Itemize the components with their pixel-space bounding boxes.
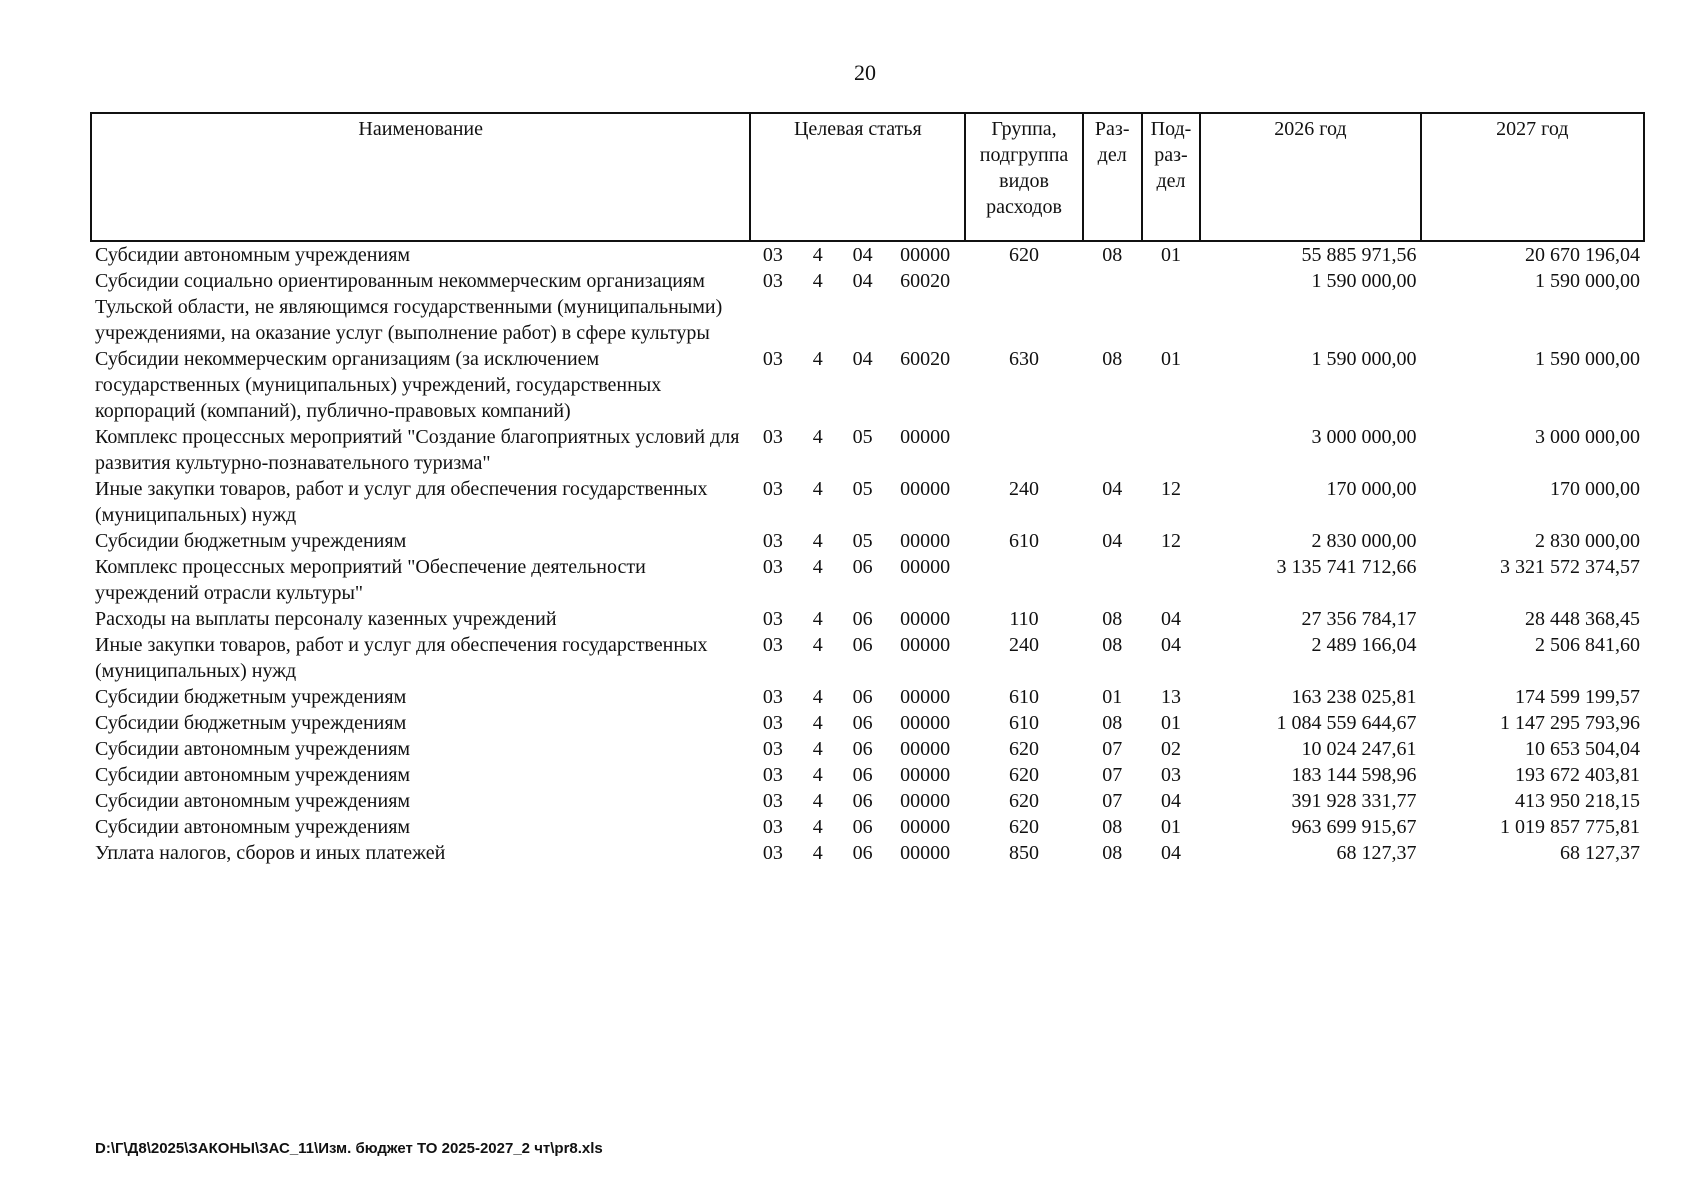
header-name: Наименование bbox=[91, 113, 750, 241]
expense-group: 620 bbox=[1009, 244, 1040, 266]
amount-2027: 2 830 000,00 bbox=[1535, 530, 1640, 552]
target-code-1: 03 bbox=[762, 712, 783, 734]
page-number: 20 bbox=[854, 60, 876, 85]
target-code-4: 00000 bbox=[900, 842, 951, 864]
table-row bbox=[91, 840, 1644, 866]
target-code-1: 03 bbox=[762, 634, 783, 656]
expense-group: 630 bbox=[1009, 348, 1040, 370]
target-code-3: 06 bbox=[852, 790, 873, 812]
target-code-2: 4 bbox=[812, 816, 823, 838]
target-code-1: 03 bbox=[762, 244, 783, 266]
subsection-code: 01 bbox=[1160, 712, 1181, 734]
target-code-3: 05 bbox=[852, 426, 873, 448]
target-code-3: 06 bbox=[852, 816, 873, 838]
section-code: 08 bbox=[1102, 348, 1123, 370]
table-header-row bbox=[91, 113, 1644, 241]
amount-2027: 10 653 504,04 bbox=[1525, 738, 1640, 760]
subsection-code: 02 bbox=[1160, 738, 1181, 760]
expense-group: 620 bbox=[1009, 816, 1040, 838]
section-code: 08 bbox=[1102, 842, 1123, 864]
row-name: Субсидии некоммерческим организациям (за исключением государственных (муниципальных) учреждений, государственных корпораций (компаний), публично-правовых компаний) bbox=[95, 348, 662, 422]
target-code-4: 00000 bbox=[900, 608, 951, 630]
section-code bbox=[1083, 424, 1142, 476]
target-code-3: 06 bbox=[852, 634, 873, 656]
amount-2026: 391 928 331,77 bbox=[1291, 790, 1417, 812]
amount-2027: 20 670 196,04 bbox=[1525, 244, 1640, 266]
table-row bbox=[91, 762, 1644, 788]
row-name: Субсидии бюджетным учреждениям bbox=[95, 530, 407, 552]
row-name: Субсидии автономным учреждениям bbox=[95, 738, 411, 760]
expense-group: 110 bbox=[1009, 608, 1039, 630]
target-code-3: 06 bbox=[852, 556, 873, 578]
expense-group: 610 bbox=[1009, 712, 1040, 734]
row-name: Расходы на выплаты персоналу казенных учреждений bbox=[95, 608, 557, 630]
expense-group: 240 bbox=[1009, 478, 1040, 500]
row-name: Субсидии бюджетным учреждениям bbox=[95, 712, 407, 734]
header-year-2026: 2026 год bbox=[1200, 113, 1420, 241]
target-code-2: 4 bbox=[812, 478, 823, 500]
target-code-2: 4 bbox=[812, 530, 823, 552]
target-code-2: 4 bbox=[812, 790, 823, 812]
row-name: Субсидии автономным учреждениям bbox=[95, 764, 411, 786]
header-year-2027: 2027 год bbox=[1421, 113, 1644, 241]
amount-2026: 163 238 025,81 bbox=[1291, 686, 1417, 708]
target-code-2: 4 bbox=[812, 244, 823, 266]
amount-2026: 3 000 000,00 bbox=[1311, 426, 1417, 448]
subsection-code: 01 bbox=[1160, 244, 1181, 266]
amount-2027: 68 127,37 bbox=[1560, 842, 1640, 864]
target-code-2: 4 bbox=[812, 426, 823, 448]
target-code-1: 03 bbox=[762, 816, 783, 838]
target-code-1: 03 bbox=[762, 608, 783, 630]
row-name: Комплекс процессных мероприятий "Обеспечение деятельности учреждений отрасли культуры" bbox=[95, 556, 646, 604]
target-code-4: 00000 bbox=[900, 712, 951, 734]
target-code-3: 04 bbox=[852, 270, 873, 292]
row-name: Субсидии бюджетным учреждениям bbox=[95, 686, 407, 708]
target-code-1: 03 bbox=[762, 556, 783, 578]
target-code-4: 00000 bbox=[900, 738, 951, 760]
amount-2026: 963 699 915,67 bbox=[1291, 816, 1417, 838]
target-code-3: 06 bbox=[852, 764, 873, 786]
subsection-code: 04 bbox=[1160, 790, 1181, 812]
table-row bbox=[91, 736, 1644, 762]
target-code-2: 4 bbox=[812, 634, 823, 656]
row-name: Субсидии социально ориентированным некоммерческим организациям Тульской области, не являющимся государственными (муниципальными) учреждениями, на оказание услуг (выполнение работ) в сфере культуры bbox=[95, 270, 723, 344]
expense-group bbox=[965, 554, 1083, 606]
expense-group: 610 bbox=[1009, 686, 1040, 708]
section-code: 04 bbox=[1102, 478, 1123, 500]
amount-2027: 1 590 000,00 bbox=[1535, 270, 1640, 292]
table-row bbox=[91, 788, 1644, 814]
target-code-2: 4 bbox=[812, 764, 823, 786]
expense-group bbox=[965, 268, 1083, 346]
section-code: 04 bbox=[1102, 530, 1123, 552]
expense-group: 620 bbox=[1009, 790, 1040, 812]
table-row bbox=[91, 606, 1644, 632]
amount-2026: 2 830 000,00 bbox=[1311, 530, 1417, 552]
amount-2026: 2 489 166,04 bbox=[1311, 634, 1417, 656]
target-code-2: 4 bbox=[812, 686, 823, 708]
target-code-4: 60020 bbox=[900, 348, 951, 370]
header-group: Группа, подгруппа видов расходов bbox=[965, 113, 1083, 241]
table-row bbox=[91, 346, 1644, 424]
amount-2026: 1 590 000,00 bbox=[1311, 348, 1417, 370]
target-code-2: 4 bbox=[812, 270, 823, 292]
amount-2027: 28 448 368,45 bbox=[1525, 608, 1640, 630]
section-code bbox=[1083, 268, 1142, 346]
section-code: 07 bbox=[1102, 790, 1123, 812]
target-code-4: 60020 bbox=[900, 270, 951, 292]
target-code-3: 06 bbox=[852, 842, 873, 864]
target-code-3: 04 bbox=[852, 348, 873, 370]
section-code: 08 bbox=[1102, 608, 1123, 630]
section-code: 08 bbox=[1102, 816, 1123, 838]
section-code: 01 bbox=[1102, 686, 1123, 708]
subsection-code: 04 bbox=[1160, 842, 1181, 864]
section-code: 08 bbox=[1102, 634, 1123, 656]
expense-group: 240 bbox=[1009, 634, 1040, 656]
amount-2027: 2 506 841,60 bbox=[1535, 634, 1640, 656]
amount-2027: 1 019 857 775,81 bbox=[1500, 816, 1640, 838]
table-row bbox=[91, 424, 1644, 476]
amount-2026: 55 885 971,56 bbox=[1301, 244, 1417, 266]
expense-group: 620 bbox=[1009, 738, 1040, 760]
target-code-3: 04 bbox=[852, 244, 873, 266]
section-code bbox=[1083, 554, 1142, 606]
table-row bbox=[91, 710, 1644, 736]
subsection-code: 04 bbox=[1160, 634, 1181, 656]
amount-2027: 1 590 000,00 bbox=[1535, 348, 1640, 370]
table-row bbox=[91, 632, 1644, 684]
expense-group: 610 bbox=[1009, 530, 1040, 552]
target-code-4: 00000 bbox=[900, 478, 951, 500]
subsection-code bbox=[1142, 424, 1201, 476]
target-code-4: 00000 bbox=[900, 244, 951, 266]
target-code-4: 00000 bbox=[900, 790, 951, 812]
subsection-code bbox=[1142, 268, 1201, 346]
target-code-4: 00000 bbox=[900, 634, 951, 656]
amount-2027: 1 147 295 793,96 bbox=[1500, 712, 1640, 734]
expense-group: 620 bbox=[1009, 764, 1040, 786]
table-row bbox=[91, 241, 1644, 268]
row-name: Иные закупки товаров, работ и услуг для обеспечения государственных (муниципальных) нужд bbox=[95, 634, 708, 682]
target-code-4: 00000 bbox=[900, 816, 951, 838]
target-code-3: 05 bbox=[852, 478, 873, 500]
target-code-2: 4 bbox=[812, 608, 823, 630]
expense-group bbox=[965, 424, 1083, 476]
target-code-3: 06 bbox=[852, 608, 873, 630]
subsection-code: 01 bbox=[1160, 348, 1181, 370]
amount-2027: 174 599 199,57 bbox=[1515, 686, 1640, 708]
row-name: Иные закупки товаров, работ и услуг для обеспечения государственных (муниципальных) нужд bbox=[95, 478, 708, 526]
table-row bbox=[91, 528, 1644, 554]
target-code-1: 03 bbox=[762, 764, 783, 786]
target-code-2: 4 bbox=[812, 712, 823, 734]
subsection-code: 12 bbox=[1160, 478, 1181, 500]
amount-2027: 413 950 218,15 bbox=[1515, 790, 1640, 812]
amount-2027: 3 000 000,00 bbox=[1535, 426, 1640, 448]
target-code-1: 03 bbox=[762, 738, 783, 760]
amount-2027: 3 321 572 374,57 bbox=[1500, 556, 1640, 578]
budget-table bbox=[90, 112, 1645, 866]
section-code: 07 bbox=[1102, 738, 1123, 760]
table-row bbox=[91, 476, 1644, 528]
table-row bbox=[91, 684, 1644, 710]
subsection-code: 13 bbox=[1160, 686, 1181, 708]
amount-2026: 183 144 598,96 bbox=[1291, 764, 1417, 786]
target-code-4: 00000 bbox=[900, 426, 951, 448]
subsection-code: 04 bbox=[1160, 608, 1181, 630]
target-code-2: 4 bbox=[812, 842, 823, 864]
row-name: Субсидии автономным учреждениям bbox=[95, 816, 411, 838]
row-name: Уплата налогов, сборов и иных платежей bbox=[95, 842, 446, 864]
subsection-code: 03 bbox=[1160, 764, 1181, 786]
section-code: 07 bbox=[1102, 764, 1123, 786]
target-code-4: 00000 bbox=[900, 530, 951, 552]
target-code-2: 4 bbox=[812, 556, 823, 578]
target-code-3: 06 bbox=[852, 712, 873, 734]
amount-2026: 68 127,37 bbox=[1336, 842, 1417, 864]
amount-2027: 193 672 403,81 bbox=[1515, 764, 1640, 786]
header-target-article: Целевая статья bbox=[750, 113, 965, 241]
row-name: Комплекс процессных мероприятий "Создание благоприятных условий для развития культурно-познавательного туризма" bbox=[95, 426, 740, 474]
subsection-code bbox=[1142, 554, 1201, 606]
target-code-1: 03 bbox=[762, 530, 783, 552]
expense-group: 850 bbox=[1009, 842, 1040, 864]
section-code: 08 bbox=[1102, 244, 1123, 266]
amount-2027: 170 000,00 bbox=[1550, 478, 1640, 500]
subsection-code: 01 bbox=[1160, 816, 1181, 838]
target-code-4: 00000 bbox=[900, 556, 951, 578]
target-code-4: 00000 bbox=[900, 764, 951, 786]
amount-2026: 170 000,00 bbox=[1326, 478, 1417, 500]
target-code-3: 06 bbox=[852, 686, 873, 708]
target-code-3: 06 bbox=[852, 738, 873, 760]
target-code-1: 03 bbox=[762, 426, 783, 448]
header-subsection: Под- раз- дел bbox=[1142, 113, 1201, 241]
row-name: Субсидии автономным учреждениям bbox=[95, 244, 411, 266]
target-code-1: 03 bbox=[762, 348, 783, 370]
target-code-1: 03 bbox=[762, 478, 783, 500]
table-row bbox=[91, 268, 1644, 346]
table-row bbox=[91, 554, 1644, 606]
target-code-1: 03 bbox=[762, 842, 783, 864]
footer-file-path: D:\Г\Д8\2025\ЗАКОНЫ\ЗАС_11\Изм. бюджет ТО 2025-2027_2 чт\pr8.xls bbox=[95, 1140, 603, 1157]
target-code-1: 03 bbox=[762, 270, 783, 292]
target-code-4: 00000 bbox=[900, 686, 951, 708]
amount-2026: 1 590 000,00 bbox=[1311, 270, 1417, 292]
target-code-1: 03 bbox=[762, 686, 783, 708]
amount-2026: 3 135 741 712,66 bbox=[1276, 556, 1417, 578]
amount-2026: 10 024 247,61 bbox=[1301, 738, 1417, 760]
amount-2026: 1 084 559 644,67 bbox=[1276, 712, 1417, 734]
target-code-2: 4 bbox=[812, 348, 823, 370]
header-section: Раз- дел bbox=[1083, 113, 1142, 241]
amount-2026: 27 356 784,17 bbox=[1301, 608, 1417, 630]
row-name: Субсидии автономным учреждениям bbox=[95, 790, 411, 812]
target-code-2: 4 bbox=[812, 738, 823, 760]
subsection-code: 12 bbox=[1160, 530, 1181, 552]
target-code-3: 05 bbox=[852, 530, 873, 552]
table-row bbox=[91, 814, 1644, 840]
section-code: 08 bbox=[1102, 712, 1123, 734]
target-code-1: 03 bbox=[762, 790, 783, 812]
